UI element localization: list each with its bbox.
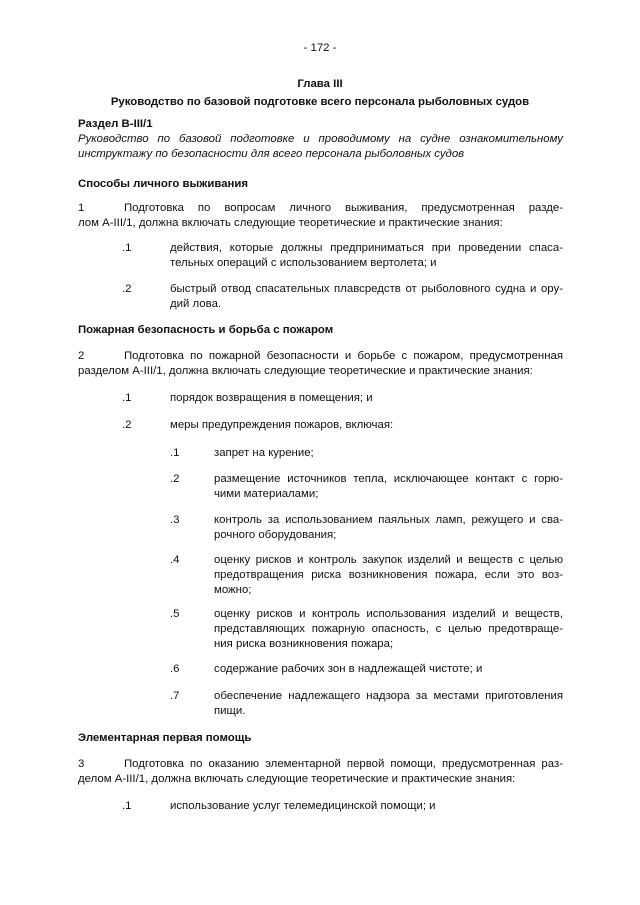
- chapter-title: Глава III: [297, 78, 343, 90]
- item-line: представляющих пожарную опасность, с целью предотвраще-: [214, 623, 563, 635]
- item-number: .2: [122, 419, 132, 431]
- item-text: [170, 241, 563, 271]
- item-text: [214, 472, 563, 502]
- item-number: .5: [170, 608, 180, 620]
- section-title: Раздел B-III/1: [78, 118, 153, 130]
- item-text: [214, 513, 563, 543]
- item-line: рочного оборудования;: [214, 529, 337, 541]
- paragraph-3: [78, 757, 563, 787]
- paragraph-line: разделом A-III/1, должна включать следующие теоретические и практические знания:: [78, 365, 533, 377]
- item-number: .1: [122, 392, 132, 404]
- item-text: [170, 282, 563, 312]
- item-text: [214, 662, 563, 677]
- item-number: .2: [122, 283, 132, 295]
- item-number: .2: [170, 473, 180, 485]
- paragraph-number: 3: [78, 758, 85, 770]
- item-line: контроль за использованием паяльных ламп, режущего и сва-: [214, 514, 563, 526]
- item-line: дий лова.: [170, 298, 222, 310]
- paragraph-number: 1: [78, 202, 85, 214]
- item-line: размещение источников тепла, исключающее контакт с горю-: [214, 473, 563, 485]
- section-subtitle-line: инструктажу по безопасности для всего персонала рыболовных судов: [78, 148, 465, 160]
- paragraph-text: Подготовка по пожарной безопасности и борьбе с пожаром, предусмотренная: [124, 350, 563, 362]
- item-line: содержание рабочих зон в надлежащей чистоте; и: [214, 663, 483, 675]
- paragraph-2: [78, 349, 563, 379]
- item-line: обеспечение надлежащего надзора за местами приготовления: [214, 690, 563, 702]
- item-number: .7: [170, 690, 180, 702]
- paragraph-line: делом A-III/1, должна включать следующие теоретические и практические знания:: [78, 773, 516, 785]
- item-line: тельных операций с использованием вертолета; и: [170, 257, 437, 269]
- item-line: оценку рисков и контроль использования изделий и веществ,: [214, 608, 563, 620]
- item-line: можно;: [214, 584, 252, 596]
- item-text: [170, 391, 563, 406]
- item-text: [214, 607, 563, 652]
- paragraph-line: [78, 201, 563, 216]
- paragraph-line: [78, 349, 563, 364]
- item-line: оценку рисков и контроль закупок изделий и веществ с целью: [214, 554, 563, 566]
- item-line: меры предупреждения пожаров, включая:: [170, 419, 394, 431]
- section-subtitle-line: Руководство по базовой подготовке и проводимому на судне ознакомительному: [78, 133, 563, 145]
- item-line: порядок возвращения в помещения; и: [170, 392, 373, 404]
- item-line: пищи.: [214, 705, 246, 717]
- section-subtitle: [78, 132, 563, 162]
- item-number: .3: [170, 514, 180, 526]
- item-number: .6: [170, 663, 180, 675]
- paragraph-1: [78, 201, 563, 231]
- chapter-subtitle: Руководство по базовой подготовке всего персонала рыболовных судов: [110, 96, 530, 108]
- item-text: [170, 799, 563, 814]
- item-number: .4: [170, 554, 180, 566]
- item-line: ния риска возникновения пожара;: [214, 638, 394, 650]
- item-line: запрет на курение;: [214, 447, 314, 459]
- survival-heading: Способы личного выживания: [78, 178, 249, 190]
- item-line: предотвращения риска возникновения пожара, если это воз-: [214, 569, 563, 581]
- item-text: [214, 446, 563, 461]
- item-line: быстрый отвод спасательных плавсредств от рыболовного судна и ору-: [170, 283, 563, 295]
- item-text: [214, 553, 563, 598]
- item-number: .1: [170, 447, 180, 459]
- chapter-heading: [70, 75, 570, 111]
- paragraph-text: Подготовка по оказанию элементарной первой помощи, предусмотренная раз-: [124, 758, 563, 770]
- item-line: использование услуг телемедицинской помощи; и: [170, 800, 436, 812]
- paragraph-line: [78, 757, 563, 772]
- item-line: действия, которые должны предприниматься при проведении спаса-: [170, 242, 563, 254]
- page-number: - 172 -: [303, 42, 337, 54]
- item-number: .1: [122, 242, 132, 254]
- paragraph-text: Подготовка по вопросам личного выживания, предусмотренная разде-: [124, 202, 563, 214]
- paragraph-line: лом A-III/1, должна включать следующие теоретические и практические знания:: [78, 217, 503, 229]
- item-number: .1: [122, 800, 132, 812]
- item-text: [170, 418, 563, 433]
- paragraph-number: 2: [78, 350, 85, 362]
- item-text: [214, 689, 563, 719]
- item-line: чими материалами;: [214, 488, 319, 500]
- first-aid-heading: Элементарная первая помощь: [78, 732, 252, 744]
- fire-heading: Пожарная безопасность и борьба с пожаром: [78, 324, 334, 336]
